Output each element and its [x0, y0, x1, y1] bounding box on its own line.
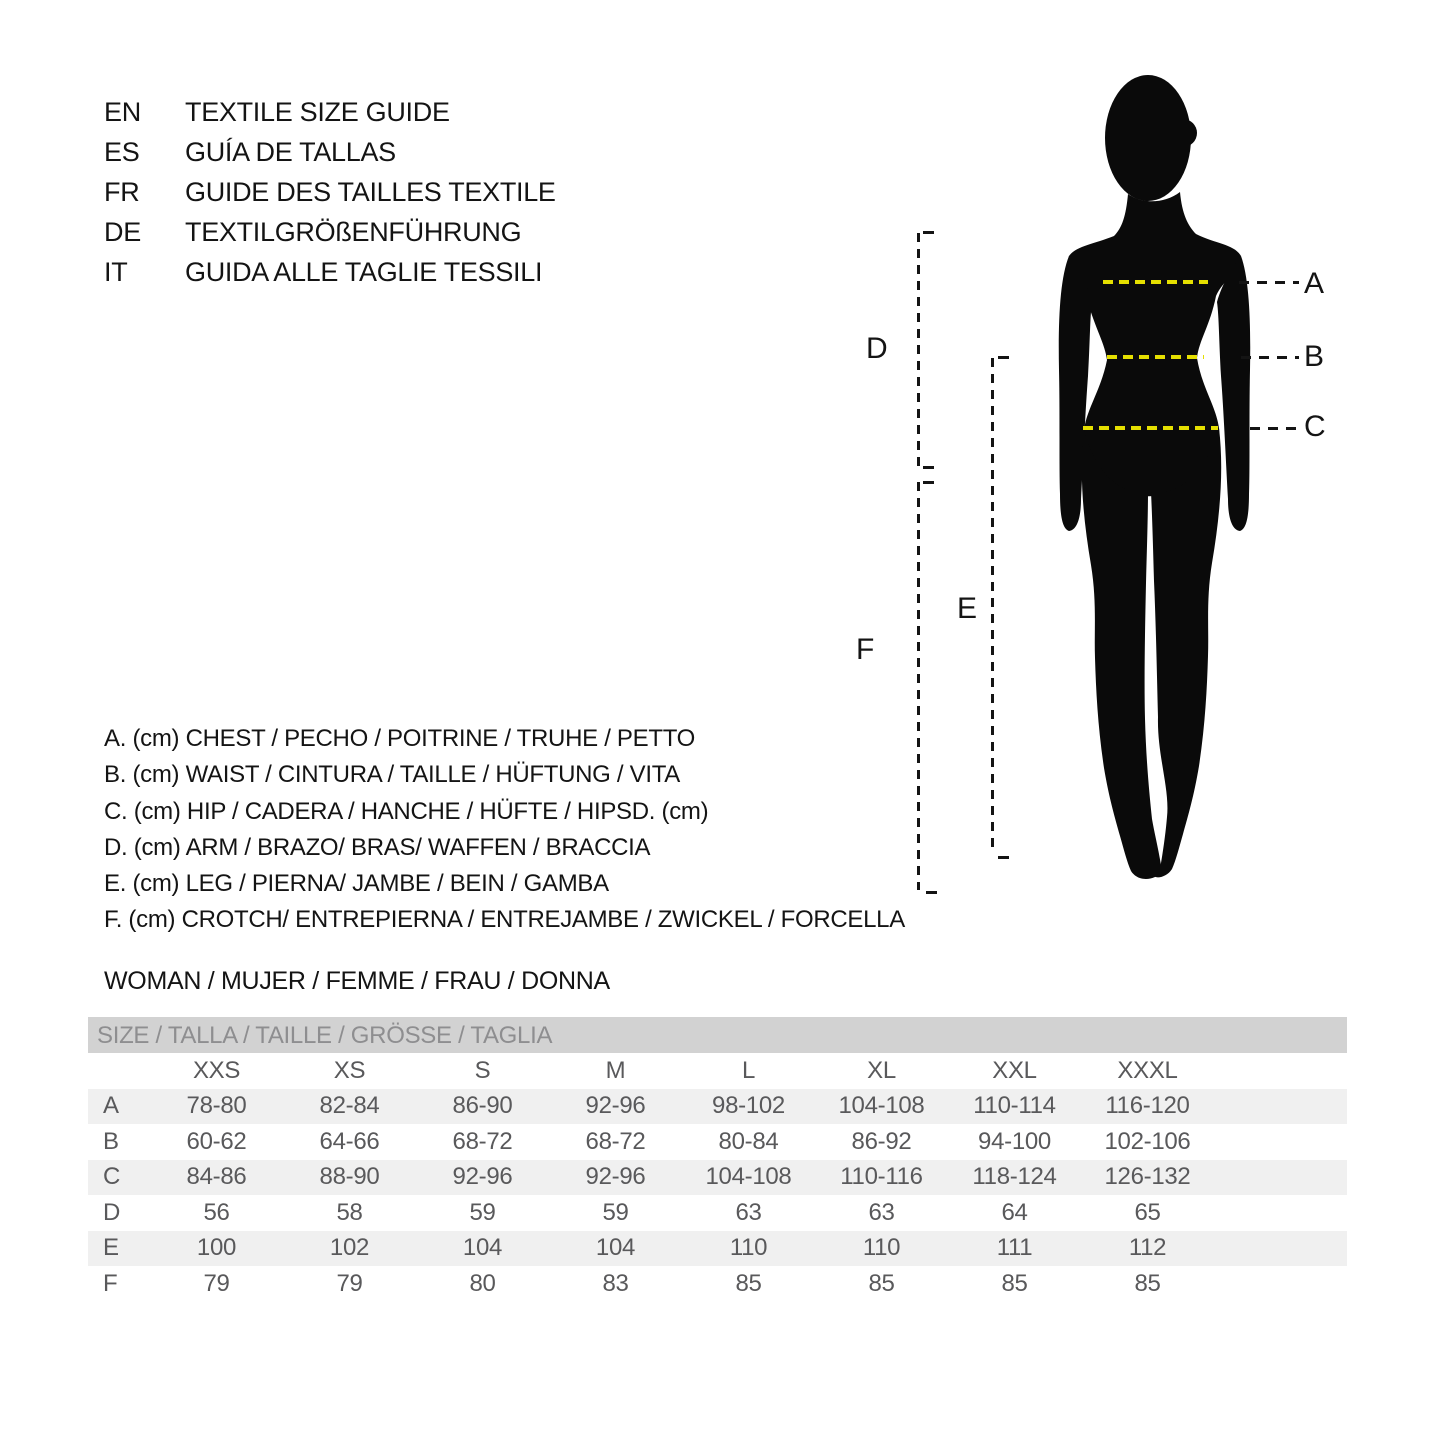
language-title: TEXTILE SIZE GUIDE	[185, 97, 450, 127]
size-cell: 83	[602, 1269, 629, 1297]
column-header-xs: XS	[333, 1056, 366, 1084]
language-title-list	[104, 92, 556, 292]
language-row	[104, 212, 556, 252]
size-cell: 104	[595, 1234, 636, 1262]
size-cell: 84-86	[186, 1163, 247, 1191]
size-cell: 86-90	[452, 1092, 513, 1120]
hip-dash-line	[1083, 426, 1218, 430]
size-cell: 112	[1128, 1234, 1167, 1262]
size-table-section	[88, 1017, 1347, 1302]
language-code: IT	[104, 257, 128, 287]
size-cell: 92-96	[585, 1092, 646, 1120]
measure-label-b: B	[1304, 340, 1324, 373]
size-cell: 64-66	[319, 1127, 380, 1155]
table-row-hip	[88, 1160, 1347, 1196]
size-cell: 85	[735, 1269, 762, 1297]
size-cell: 68-72	[585, 1127, 646, 1155]
chest-leader-line	[1239, 281, 1299, 284]
table-row-waist	[88, 1124, 1347, 1160]
chest-dash-line	[1103, 280, 1208, 284]
column-header-xxs: XXS	[192, 1056, 241, 1084]
column-header-xxxl: XXXL	[1117, 1056, 1178, 1084]
language-code: DE	[104, 217, 141, 247]
corner-cell	[88, 1053, 150, 1089]
measure-tick	[926, 891, 937, 894]
silhouette-right-leg	[1151, 428, 1221, 877]
row-label: E	[103, 1234, 119, 1262]
language-row	[104, 252, 556, 292]
measure-legend	[104, 721, 905, 939]
size-cell: 85	[868, 1269, 895, 1297]
row-label: D	[103, 1198, 121, 1226]
measure-label-c: C	[1304, 410, 1326, 443]
measure-legend-item: A. (cm) CHEST / PECHO / POITRINE / TRUHE / PETTO	[104, 725, 696, 752]
spacer-cell	[1214, 1053, 1347, 1089]
size-cell: 126-132	[1104, 1163, 1191, 1191]
silhouette-hair-bun	[1169, 119, 1197, 147]
size-cell: 110	[862, 1234, 901, 1262]
row-label: C	[103, 1163, 121, 1191]
size-table-band-title: SIZE / TALLA / TAILLE / GRÖSSE / TAGLIA	[88, 1017, 1347, 1053]
language-row	[104, 92, 556, 132]
size-cell: 100	[196, 1234, 237, 1262]
row-label: F	[103, 1269, 118, 1297]
measure-tick	[923, 231, 934, 234]
size-cell: 85	[1134, 1269, 1161, 1297]
gender-heading: WOMAN / MUJER / FEMME / FRAU / DONNA	[104, 967, 610, 995]
language-title: GUIDE DES TAILLES TEXTILE	[185, 177, 556, 207]
measure-label-a: A	[1304, 267, 1324, 300]
spacer-cell	[1214, 1266, 1347, 1302]
silhouette-right-arm	[1217, 256, 1250, 531]
table-row-arm	[88, 1195, 1347, 1231]
size-cell: 102	[329, 1234, 370, 1262]
size-cell: 118-124	[972, 1163, 1057, 1191]
size-cell: 98-102	[712, 1092, 785, 1120]
size-column-header-row	[88, 1053, 1347, 1089]
waist-leader-line	[1241, 356, 1299, 359]
column-header-xl: XL	[867, 1056, 896, 1084]
row-label: A	[103, 1092, 119, 1120]
size-cell: 104-108	[705, 1163, 792, 1191]
size-cell: 116-120	[1105, 1092, 1190, 1120]
table-row-crotch	[88, 1266, 1347, 1302]
measure-legend-item: B. (cm) WAIST / CINTURA / TAILLE / HÜFTUNG / VITA	[104, 761, 681, 789]
language-code: EN	[104, 97, 141, 127]
measure-legend-item: D. (cm) ARM / BRAZO/ BRAS/ WAFFEN / BRACCIA	[104, 833, 651, 861]
language-title: GUÍA DE TALLAS	[185, 137, 396, 167]
measure-legend-item: C. (cm) HIP / CADERA / HANCHE / HÜFTE / HIPSD. (cm)	[104, 797, 709, 825]
table-row-chest	[88, 1089, 1347, 1125]
size-table	[88, 1053, 1347, 1302]
language-row	[104, 132, 556, 172]
woman-silhouette	[1030, 68, 1310, 918]
spacer-cell	[1214, 1089, 1347, 1125]
size-cell: 59	[469, 1198, 496, 1226]
size-cell: 92-96	[452, 1163, 513, 1191]
size-cell: 80-84	[718, 1127, 779, 1155]
row-label: B	[103, 1127, 119, 1155]
arm-measure-line-d	[917, 233, 920, 469]
size-cell: 79	[336, 1269, 363, 1297]
size-cell: 104	[462, 1234, 503, 1262]
size-cell: 80	[469, 1269, 496, 1297]
column-header-xxl: XXL	[992, 1056, 1037, 1084]
language-code: ES	[104, 137, 140, 167]
language-row	[104, 172, 556, 212]
size-cell: 56	[203, 1198, 230, 1226]
column-header-s: S	[474, 1056, 491, 1084]
measure-legend-item: E. (cm) LEG / PIERNA/ JAMBE / BEIN / GAMBA	[104, 870, 609, 898]
silhouette-left-leg	[1082, 430, 1161, 879]
size-cell: 102-106	[1104, 1127, 1191, 1155]
measure-tick	[923, 466, 934, 469]
size-cell: 94-100	[978, 1127, 1051, 1155]
leg-measure-line-e	[991, 358, 994, 854]
waist-dash-line	[1107, 355, 1204, 359]
crotch-measure-line-f	[917, 482, 920, 890]
spacer-cell	[1214, 1195, 1347, 1231]
size-cell: 60-62	[186, 1127, 247, 1155]
size-cell: 110	[729, 1234, 768, 1262]
size-cell: 64	[1001, 1198, 1028, 1226]
column-header-l: L	[741, 1056, 756, 1084]
size-cell: 88-90	[319, 1163, 380, 1191]
size-cell: 63	[735, 1198, 762, 1226]
size-cell: 65	[1134, 1198, 1161, 1226]
size-cell: 58	[336, 1198, 363, 1226]
hip-leader-line	[1250, 427, 1299, 430]
language-title: TEXTILGRÖßENFÜHRUNG	[185, 217, 522, 247]
size-cell: 63	[868, 1198, 895, 1226]
measure-tick	[998, 856, 1009, 859]
measure-tick	[998, 356, 1009, 359]
size-cell: 82-84	[319, 1092, 380, 1120]
spacer-cell	[1214, 1231, 1347, 1267]
size-cell: 110-116	[840, 1163, 923, 1191]
size-cell: 92-96	[585, 1163, 646, 1191]
size-cell: 79	[203, 1269, 230, 1297]
size-cell: 111	[996, 1234, 1033, 1262]
size-cell: 68-72	[452, 1127, 513, 1155]
measure-label-f: F	[856, 633, 875, 666]
size-cell: 104-108	[838, 1092, 925, 1120]
language-code: FR	[104, 177, 140, 207]
size-cell: 110-114	[973, 1092, 1056, 1120]
spacer-cell	[1214, 1124, 1347, 1160]
column-header-m: M	[605, 1056, 626, 1084]
size-cell: 86-92	[851, 1127, 912, 1155]
size-cell: 78-80	[186, 1092, 247, 1120]
spacer-cell	[1214, 1160, 1347, 1196]
measure-label-e: E	[957, 592, 977, 625]
table-row-leg	[88, 1231, 1347, 1267]
size-cell: 59	[602, 1198, 629, 1226]
measure-tick	[923, 481, 934, 484]
measure-label-d: D	[866, 332, 888, 365]
measure-legend-item: F. (cm) CROTCH/ ENTREPIERNA / ENTREJAMBE / ZWICKEL / FORCELLA	[104, 906, 905, 934]
size-cell: 85	[1001, 1269, 1028, 1297]
language-title: GUIDA ALLE TAGLIE TESSILI	[185, 257, 543, 287]
